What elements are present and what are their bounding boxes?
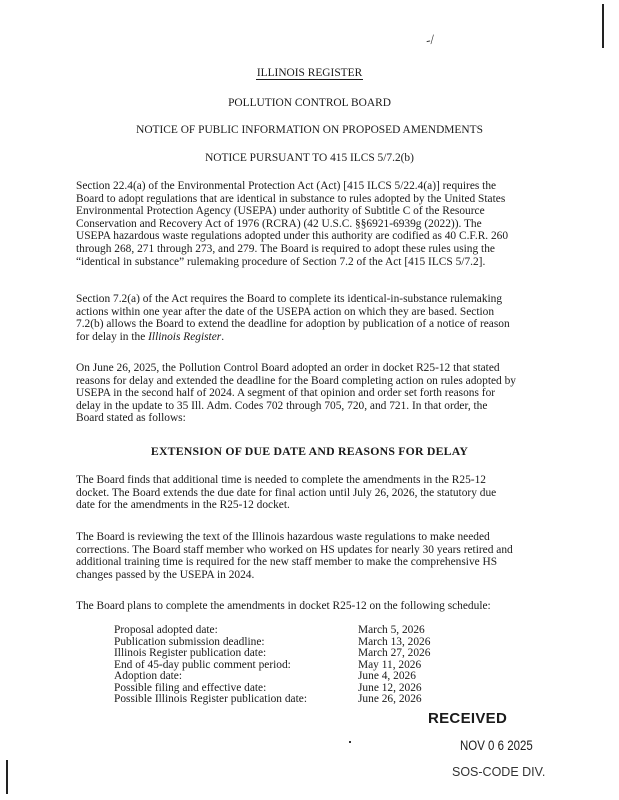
schedule-date: May 11, 2026 [358, 658, 422, 671]
schedule-row [114, 625, 444, 637]
received-date-stamp: NOV 0 6 2025 [460, 738, 533, 753]
text-line: additional training time is required for the new staff member to make the comprehensive HS [76, 556, 498, 569]
text-line: Environmental Protection Agency (USEPA) under authority of Subtitle C of the Resource [76, 205, 485, 218]
text-line: USEPA in the second half of 2024. A segment of that opinion and order set forth reasons for [76, 387, 496, 400]
schedule-label: Illinois Register publication date: [114, 647, 267, 659]
text-line: The Board is reviewing the text of the Illinois hazardous waste regulations to make needed [76, 531, 490, 543]
schedule-label: Proposal adopted date: [114, 624, 218, 636]
paragraph-extension [76, 474, 554, 512]
notice-title: NOTICE OF PUBLIC INFORMATION ON PROPOSED AMENDMENTS [136, 124, 483, 136]
paragraph-order [76, 362, 554, 425]
text-line: Board to adopt regulations that are identical in substance to rules adopted by the United States [76, 192, 506, 205]
schedule-label: Possible Illinois Register publication date: [114, 693, 307, 705]
register-italic: Illinois Register [148, 330, 222, 343]
schedule-label: End of 45-day public comment period: [114, 658, 291, 671]
scan-speck [349, 741, 351, 743]
schedule-label: Publication submission deadline: [114, 635, 265, 648]
paragraph-review [76, 531, 554, 581]
schedule-row [114, 694, 444, 706]
paragraph-schedule-intro [76, 600, 554, 613]
text-line: 7.2(b) allows the Board to extend the deadline for adoption by publication of a notice of reason [76, 318, 510, 331]
text-line: Conservation and Recovery Act of 1976 (RCRA) (42 U.S.C. §§6921-6939g (2022)). The [76, 217, 482, 230]
text-line: The Board finds that additional time is needed to complete the amendments in the R25-12 [76, 474, 486, 486]
text-line: corrections. The Board staff member who worked on HS updates for nearly 30 years retired and [76, 543, 513, 556]
text-line: through 268, 271 through 273, and 279. The Board is required to adopt these rules using the [76, 242, 495, 255]
text-fragment: . [221, 330, 225, 343]
text-line: date for the amendments in the R25-12 docket. [76, 499, 290, 512]
text-line: Section 7.2(a) of the Act requires the Board to complete its identical-in-substance rulemaking [76, 293, 503, 305]
text-line: On June 26, 2025, the Pollution Control Board adopted an order in docket R25-12 that stated [76, 362, 500, 374]
text-fragment: for delay in the [76, 330, 149, 343]
received-stamp: RECEIVED [428, 710, 508, 727]
office-stamp: SOS-CODE DIV. [452, 765, 546, 779]
text-line [76, 331, 554, 344]
text-line: “identical in substance” rulemaking procedure of Section 7.2 of the Act [415 ILCS 5/7.2]. [76, 255, 486, 268]
section-heading: EXTENSION OF DUE DATE AND REASONS FOR DELAY [150, 444, 469, 458]
schedule-date: June 26, 2026 [358, 693, 422, 705]
text-line: docket. The Board extends the due date for final action until July 26, 2026, the statutory due [76, 486, 497, 499]
text-line: Board stated as follows: [76, 412, 186, 425]
schedule-label: Possible filing and effective date: [114, 681, 267, 694]
scan-edge-line [602, 4, 604, 48]
handwritten-mark: -/ [424, 31, 436, 48]
text-line: USEPA hazardous waste regulations adopted under this authority are codified as 40 C.F.R. 260 [76, 230, 509, 243]
register-header: ILLINOIS REGISTER [256, 67, 363, 79]
schedule-table [114, 625, 444, 706]
schedule-label: Adoption date: [114, 670, 183, 682]
paragraph-deadline [76, 293, 554, 343]
paragraph-authority [76, 180, 554, 268]
notice-subtitle: NOTICE PURSUANT TO 415 ILCS 5/7.2(b) [205, 152, 414, 164]
schedule-row [114, 648, 444, 660]
schedule-row [114, 671, 444, 683]
schedule-date: June 12, 2026 [358, 681, 422, 694]
text-line: actions within one year after the date of the USEPA action on which they are based. Section [76, 305, 495, 318]
schedule-date: March 13, 2026 [358, 635, 431, 648]
scan-edge-line [6, 760, 8, 794]
text-line: reasons for delay and extended the deadline for the Board completing action on rules adopted by [76, 374, 516, 387]
schedule-date: March 5, 2026 [358, 624, 425, 636]
schedule-date: June 4, 2026 [358, 670, 416, 682]
text-line: delay in the update to 35 Ill. Adm. Codes 702 through 705, 720, and 721. In that order, the [76, 399, 488, 412]
text-line: The Board plans to complete the amendments in docket R25-12 on the following schedule: [76, 600, 491, 612]
text-line: Section 22.4(a) of the Environmental Protection Act (Act) [415 ILCS 5/22.4(a)] requires the [76, 180, 497, 192]
board-name: POLLUTION CONTROL BOARD [228, 97, 391, 109]
text-line: changes passed by the USEPA in 2024. [76, 568, 255, 581]
schedule-date: March 27, 2026 [358, 647, 431, 659]
